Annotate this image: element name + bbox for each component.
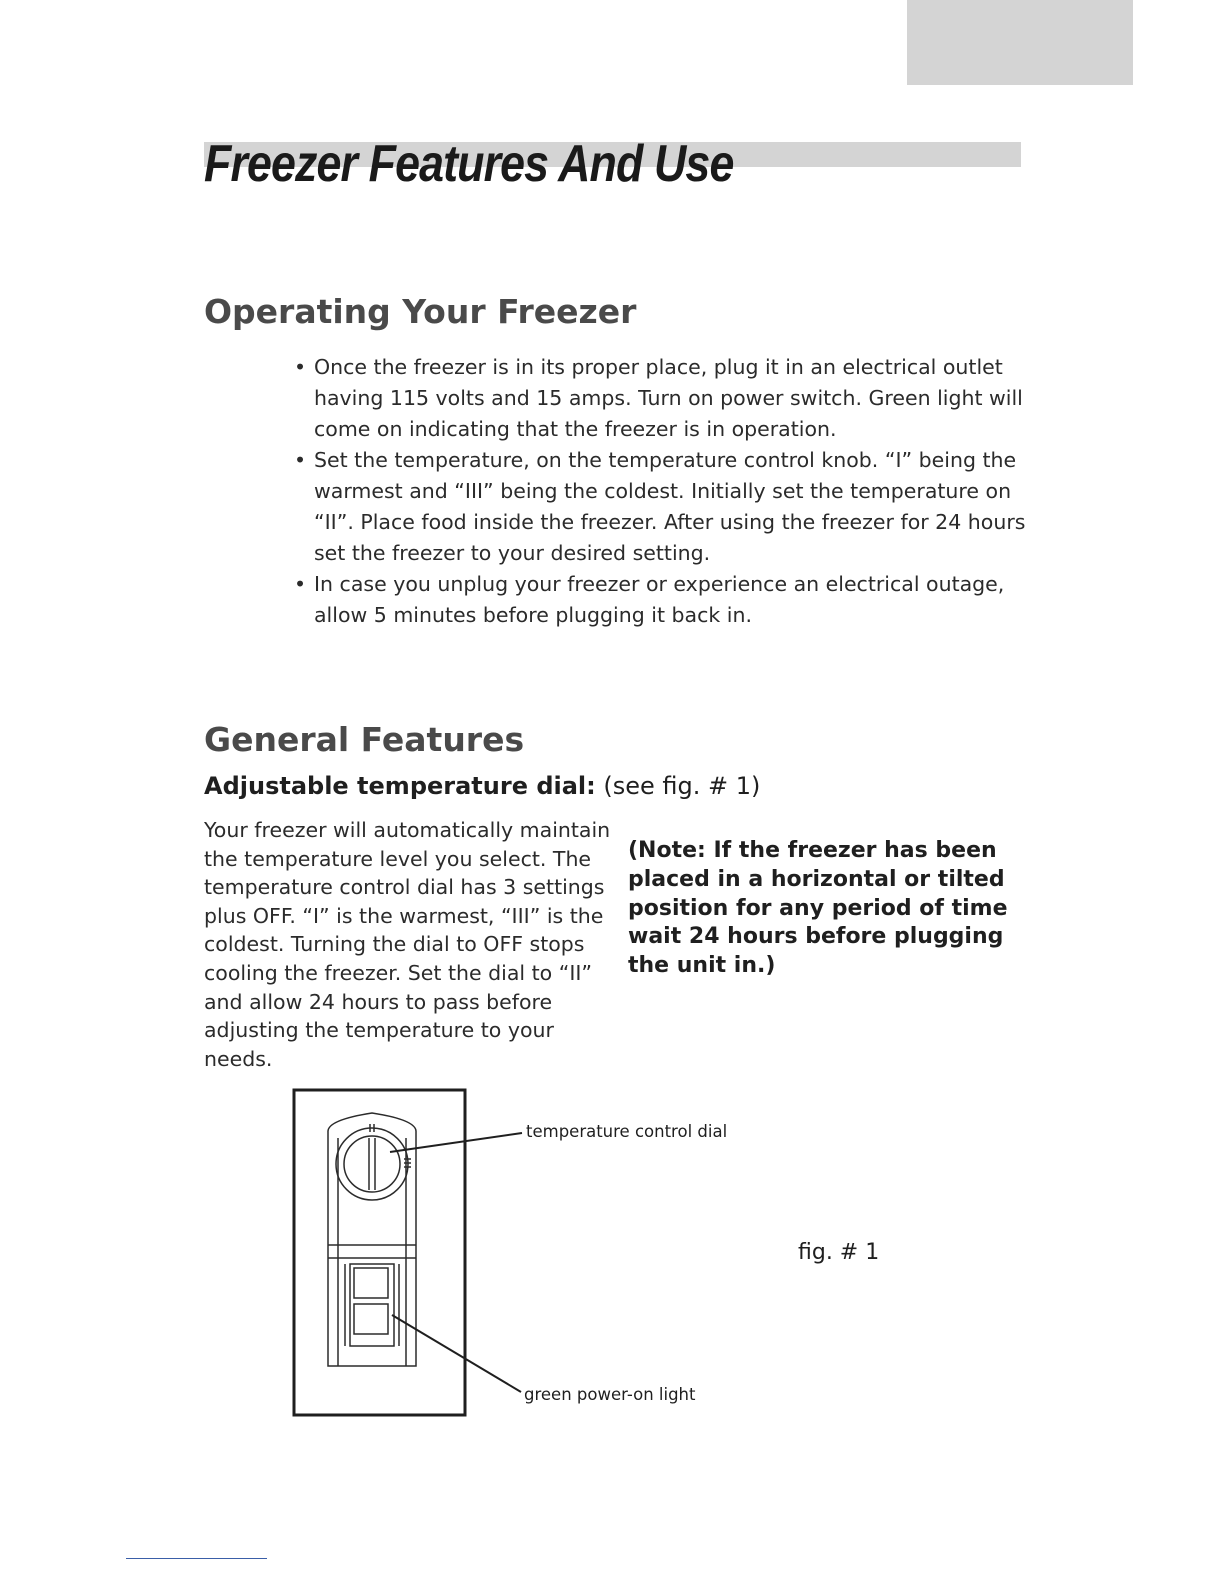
operating-heading: Operating Your Freezer (204, 292, 637, 331)
bullet-icon: • (294, 572, 307, 596)
light-callout-label: green power-on light (524, 1385, 696, 1404)
list-item (294, 569, 1034, 631)
power-light-housing (345, 1264, 399, 1346)
dial-subheading (204, 772, 760, 800)
note-text: (Note: If the freezer has been placed in a horizontal or tilted position for any period of time wait 24 hours before plugging the unit in.) (628, 838, 1008, 979)
dial-subheading-bold: Adjustable temperature dial: (204, 772, 596, 800)
dial-description: Your freezer will automatically maintain the temperature level you select. The temperature control dial has 3 settings plus OFF. “I” is the warmest, “III” is the coldest. Turning the dial to OFF stops cooling the freezer. Set the dial to “II” and allow 24 hours to pass before adjusting the temperature to your needs. (204, 818, 611, 1071)
operating-bullet-list (294, 352, 1034, 631)
page-title: Freezer Features And Use (204, 135, 734, 193)
light-leader-line (392, 1315, 521, 1392)
bullet-text: Set the temperature, on the temperature control knob. “I” being the warmest and “III” being the coldest. Initially set the temperature on “II”. Place food inside the freezer. After using the freezer for 24 hours set the freezer to your desired setting. (314, 448, 1026, 565)
list-item (294, 352, 1034, 445)
dial-callout-label: temperature control dial (526, 1122, 728, 1141)
dial-subheading-ref: (see fig. # 1) (603, 772, 761, 800)
bullet-icon: • (294, 355, 307, 379)
list-item (294, 445, 1034, 569)
header-tab-block (907, 0, 1133, 85)
dial-leader-line (390, 1133, 522, 1152)
bottom-rule (126, 1558, 267, 1559)
bullet-text: In case you unplug your freezer or experience an electrical outage, allow 5 minutes before plugging it back in. (314, 572, 1005, 627)
bullet-text: Once the freezer is in its proper place, plug it in an electrical outlet having 115 volts and 15 amps. Turn on power switch. Green light will come on indicating that the freezer is in operation. (314, 355, 1023, 441)
figure-caption: fig. # 1 (798, 1240, 880, 1265)
general-heading: General Features (204, 720, 525, 759)
bullet-icon: • (294, 448, 307, 472)
temperature-dial-icon (336, 1124, 411, 1200)
